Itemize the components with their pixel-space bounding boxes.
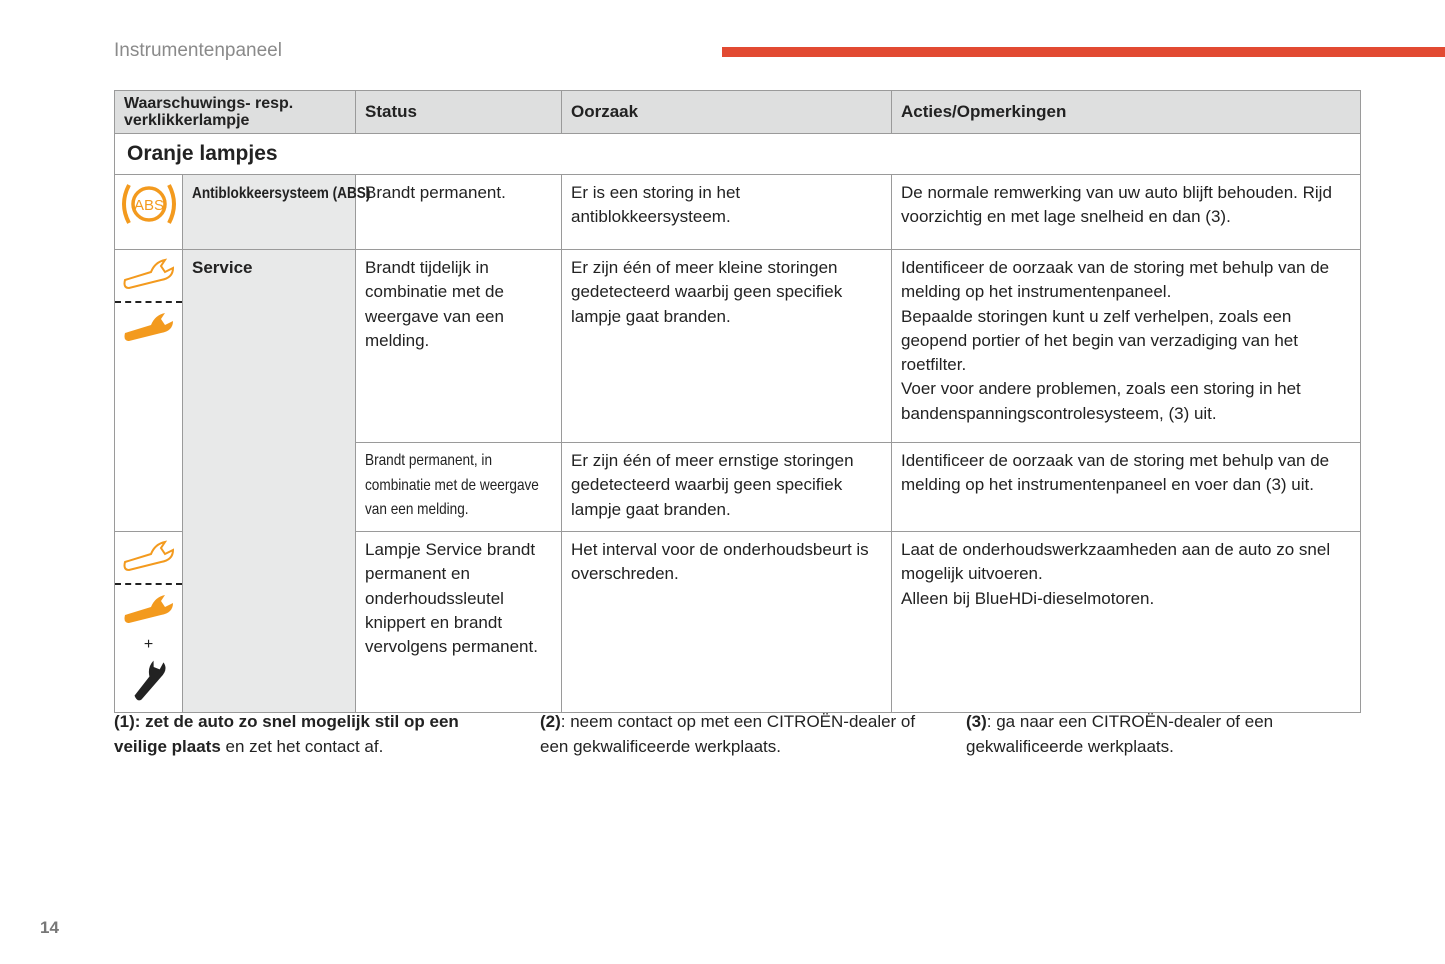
service-wrench-icon xyxy=(115,250,183,532)
footnote-1: (1): zet de auto zo snel mogelijk stil op een veilige plaats en zet het contact af. xyxy=(114,712,459,756)
col-header-cause: Oorzaak xyxy=(562,91,892,134)
service-status-2: Brandt permanent, in combinatie met de weergave van een melding. xyxy=(356,443,562,532)
service-status-1: Brandt tijdelijk in combinatie met de weergave van een melding. xyxy=(356,250,562,443)
col-header-status: Status xyxy=(356,91,562,134)
abs-status: Brandt permanent. xyxy=(356,175,562,250)
service-cause-2: Er zijn één of meer ernstige storingen gedetecteerd waarbij geen specifiek lampje gaat branden. xyxy=(562,443,892,532)
service-action-2: Identificeer de oorzaak van de storing met behulp van de melding op het instrumentenpaneel en voer dan (3) uit. xyxy=(892,443,1361,532)
service-cause-1: Er zijn één of meer kleine storingen gedetecteerd waarbij geen specifiek lampje gaat branden. xyxy=(562,250,892,443)
lamp-name-abs: Antiblokkeersysteem (ABS) xyxy=(192,185,371,202)
footnote-2: (2): neem contact op met een CITROËN-dealer of een gekwalificeerde werkplaats. xyxy=(540,712,916,756)
service-cause-3: Het interval voor de onderhoudsbeurt is overschreden. xyxy=(562,532,892,713)
service-and-maintenance-wrench-icon: + xyxy=(115,532,183,713)
col-header-action: Acties/Opmerkingen xyxy=(892,91,1361,134)
service-action-1: Identificeer de oorzaak van de storing met behulp van de melding op het instrumentenpaneel. Bepaalde storingen kunt u zelf verhelpen, zoals een geopend portier of het begin van verzadiging van het roetfilter. Voer voor andere problemen, zoals een storing in het bandenspanningscontrolesysteem, (3) uit. xyxy=(892,250,1361,443)
section-heading: Oranje lampjes xyxy=(115,134,1361,175)
svg-text:ABS: ABS xyxy=(133,197,164,214)
service-status-3: Lampje Service brandt permanent en onderhoudssleutel knippert en brandt vervolgens permanent. xyxy=(356,532,562,713)
service-action-3: Laat de onderhoudswerkzaamheden aan de auto zo snel mogelijk uitvoeren. Alleen bij BlueHDi-dieselmotoren. xyxy=(892,532,1361,713)
warning-lamps-table xyxy=(114,90,1361,713)
footnote-3: (3): ga naar een CITROËN-dealer of een gekwalificeerde werkplaats. xyxy=(966,712,1274,756)
col-header-lamp: Waarschuwings- resp. verklikkerlampje xyxy=(115,91,356,134)
lamp-name-service: Service xyxy=(183,250,356,713)
abs-icon xyxy=(115,175,183,250)
accent-bar xyxy=(722,47,1445,57)
abs-action: De normale remwerking van uw auto blijft behouden. Rijd voorzichtig en met lage snelheid en dan (3). xyxy=(892,175,1361,250)
abs-cause: Er is een storing in het antiblokkeersysteem. xyxy=(562,175,892,250)
section-title: Instrumentenpaneel xyxy=(114,40,282,61)
page-number: 14 xyxy=(40,918,59,937)
